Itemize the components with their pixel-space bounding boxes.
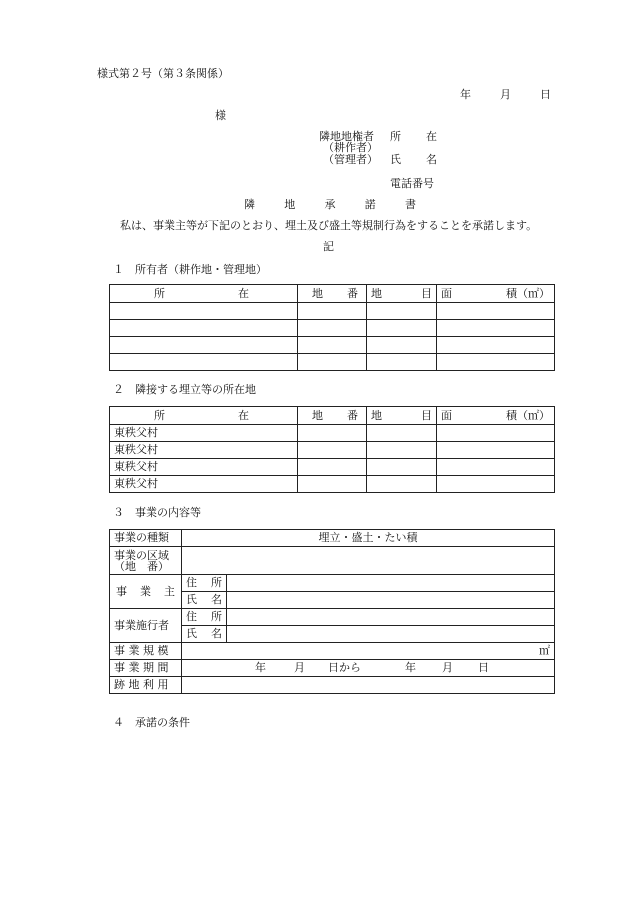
date-year: 年 (460, 88, 471, 101)
operator-address-value[interactable] (227, 609, 555, 626)
project-site-use-value[interactable] (182, 677, 555, 694)
owner-name-value[interactable] (227, 592, 555, 609)
table-row (110, 442, 555, 459)
table-row (110, 425, 555, 442)
form-id: 様式第２号（第３条関係） (97, 67, 229, 80)
body-text: 私は、事業主等が下記のとおり、埋土及び盛土等規制行為をすることを承諾します。 (120, 219, 538, 232)
header-lot-number: 地 番 (298, 407, 367, 425)
date-day: 日 (540, 88, 551, 101)
project-operator-label: 事業施行者 (110, 609, 182, 643)
date-month: 月 (500, 88, 511, 101)
sender-name-label: 氏 名 (390, 153, 437, 166)
operator-address-label: 住 所 (182, 609, 227, 626)
location-cell[interactable]: 東秩父村 (110, 459, 298, 476)
project-site-use-label: 跡 地 利 用 (110, 677, 182, 694)
date-line (460, 88, 550, 102)
project-scale-unit[interactable]: ㎡ (182, 643, 555, 660)
adjacent-land-table (109, 406, 555, 493)
owner-name-label: 氏 名 (182, 592, 227, 609)
sender-phone-label: 電話番号 (390, 177, 434, 190)
operator-name-value[interactable] (227, 626, 555, 643)
project-area-value[interactable] (182, 547, 555, 575)
table-row (110, 476, 555, 493)
project-type-value: 埋立・盛土・たい積 (182, 530, 555, 547)
section1-title: １ 所有者（耕作地・管理地） (113, 263, 267, 276)
header-land-category: 地 目 (367, 285, 437, 303)
owner-address-value[interactable] (227, 575, 555, 592)
project-scale-label: 事 業 規 模 (110, 643, 182, 660)
table-row (110, 303, 555, 320)
table-row (110, 337, 555, 354)
table-row (110, 354, 555, 371)
sender-role-alt1: （耕作者） (323, 141, 378, 154)
table-row (110, 459, 555, 476)
location-cell[interactable]: 東秩父村 (110, 425, 298, 442)
header-area: 面 積（㎡） (437, 407, 555, 425)
project-period-label: 事 業 期 間 (110, 660, 182, 677)
owner-land-table (109, 284, 555, 371)
section4-title: ４ 承諾の条件 (113, 716, 190, 729)
location-cell[interactable]: 東秩父村 (110, 442, 298, 459)
operator-name-label: 氏 名 (182, 626, 227, 643)
project-type-label: 事業の種類 (110, 530, 182, 547)
header-lot-number: 地 番 (298, 285, 367, 303)
project-details-table (109, 529, 555, 694)
header-location: 所 在 (110, 285, 298, 303)
owner-address-label: 住 所 (182, 575, 227, 592)
section2-title: ２ 隣接する埋立等の所在地 (113, 383, 256, 396)
sender-role-main: 隣地地権者 (319, 130, 374, 143)
table-row (110, 320, 555, 337)
sender-address-label: 所 在 (390, 130, 437, 143)
header-location: 所 在 (110, 407, 298, 425)
addressee-suffix: 様 (215, 109, 226, 122)
location-cell[interactable]: 東秩父村 (110, 476, 298, 493)
ki-label: 記 (323, 240, 334, 253)
section3-title: ３ 事業の内容等 (113, 506, 201, 519)
project-area-label: 事業の区域 （地 番） (110, 547, 182, 575)
header-area: 面 積（㎡） (437, 285, 555, 303)
project-owner-label: 事 業 主 (110, 575, 182, 609)
sender-role-alt2: （管理者） (323, 153, 378, 166)
header-land-category: 地 目 (367, 407, 437, 425)
document-title: 隣 地 承 諾 書 (244, 198, 416, 211)
project-period-value[interactable]: 年 月 日から 年 月 日 (182, 660, 555, 677)
